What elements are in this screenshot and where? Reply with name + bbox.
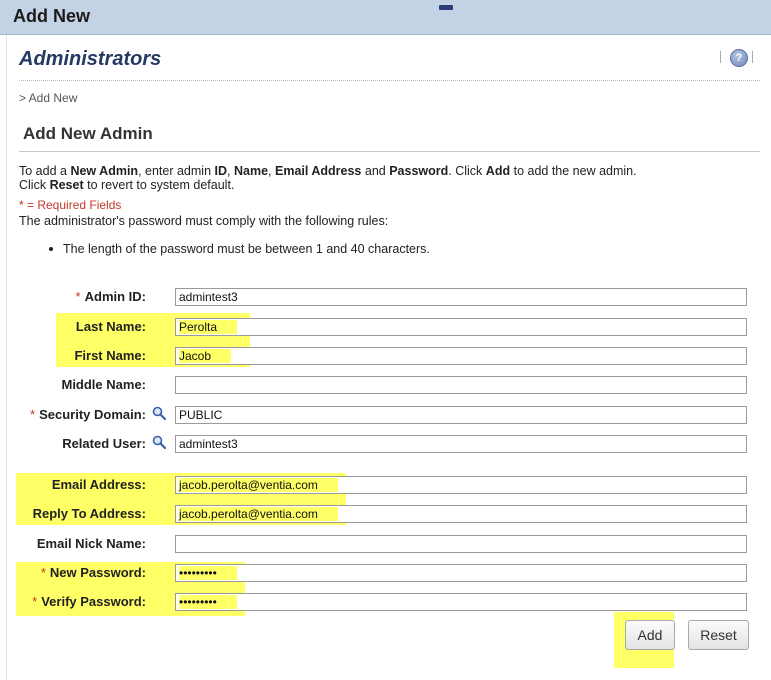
middle-name-input[interactable] bbox=[175, 376, 747, 394]
add-button[interactable]: Add bbox=[625, 620, 675, 650]
first-name-label: First Name: bbox=[74, 348, 146, 363]
module-title: Administrators bbox=[19, 48, 162, 70]
admin-id-label: * Admin ID: bbox=[75, 289, 146, 304]
divider bbox=[752, 51, 753, 63]
reset-button[interactable]: Reset bbox=[688, 620, 749, 650]
email-address-input[interactable]: jacob.perolta@ventia.com bbox=[175, 476, 747, 494]
reply-to-address-label: Reply To Address: bbox=[32, 506, 146, 521]
password-rules-intro: The administrator's password must comply with the following rules: bbox=[19, 214, 389, 228]
related-user-label: Related User: bbox=[62, 436, 146, 451]
verify-password-input[interactable]: ••••••••• bbox=[175, 593, 747, 611]
help-icon[interactable]: ? bbox=[730, 49, 748, 67]
security-domain-search-icon[interactable] bbox=[152, 406, 166, 420]
last-name-label: Last Name: bbox=[75, 319, 146, 334]
password-rule-item: The length of the password must be between 1 and 40 characters. bbox=[49, 242, 430, 256]
related-user-search-icon[interactable] bbox=[152, 435, 166, 449]
section-divider bbox=[19, 151, 760, 152]
header-divider bbox=[19, 80, 760, 81]
last-name-input[interactable]: Perolta bbox=[175, 318, 747, 336]
related-user-input[interactable]: admintest3 bbox=[175, 435, 747, 453]
bullet-icon bbox=[49, 247, 53, 251]
verify-password-label: * Verify Password: bbox=[32, 594, 146, 609]
help-area bbox=[720, 48, 760, 68]
window-title-bar bbox=[0, 0, 771, 35]
window-title: Add New bbox=[13, 6, 91, 26]
admin-id-input[interactable]: admintest3 bbox=[175, 288, 747, 306]
reply-to-address-input[interactable]: jacob.perolta@ventia.com bbox=[175, 505, 747, 523]
breadcrumb: > Add New bbox=[19, 91, 78, 105]
middle-name-label: Middle Name: bbox=[61, 377, 146, 392]
email-nick-name-input[interactable] bbox=[175, 535, 747, 553]
email-address-label: Email Address: bbox=[51, 477, 146, 492]
section-title: Add New Admin bbox=[23, 124, 153, 143]
required-fields-note: * = Required Fields bbox=[19, 198, 122, 212]
security-domain-label: * Security Domain: bbox=[30, 407, 146, 422]
collapse-handle[interactable] bbox=[439, 5, 453, 10]
security-domain-input[interactable]: PUBLIC bbox=[175, 406, 747, 424]
new-password-input[interactable]: ••••••••• bbox=[175, 564, 747, 582]
first-name-input[interactable]: Jacob bbox=[175, 347, 747, 365]
instructions-text: To add a New Admin, enter admin ID, Name, Email Address and Password. Click Add to add the new admin. Click Reset to revert to system default. bbox=[19, 164, 637, 192]
email-nick-name-label: Email Nick Name: bbox=[36, 536, 146, 551]
new-password-label: * New Password: bbox=[40, 565, 146, 580]
divider bbox=[720, 51, 721, 63]
